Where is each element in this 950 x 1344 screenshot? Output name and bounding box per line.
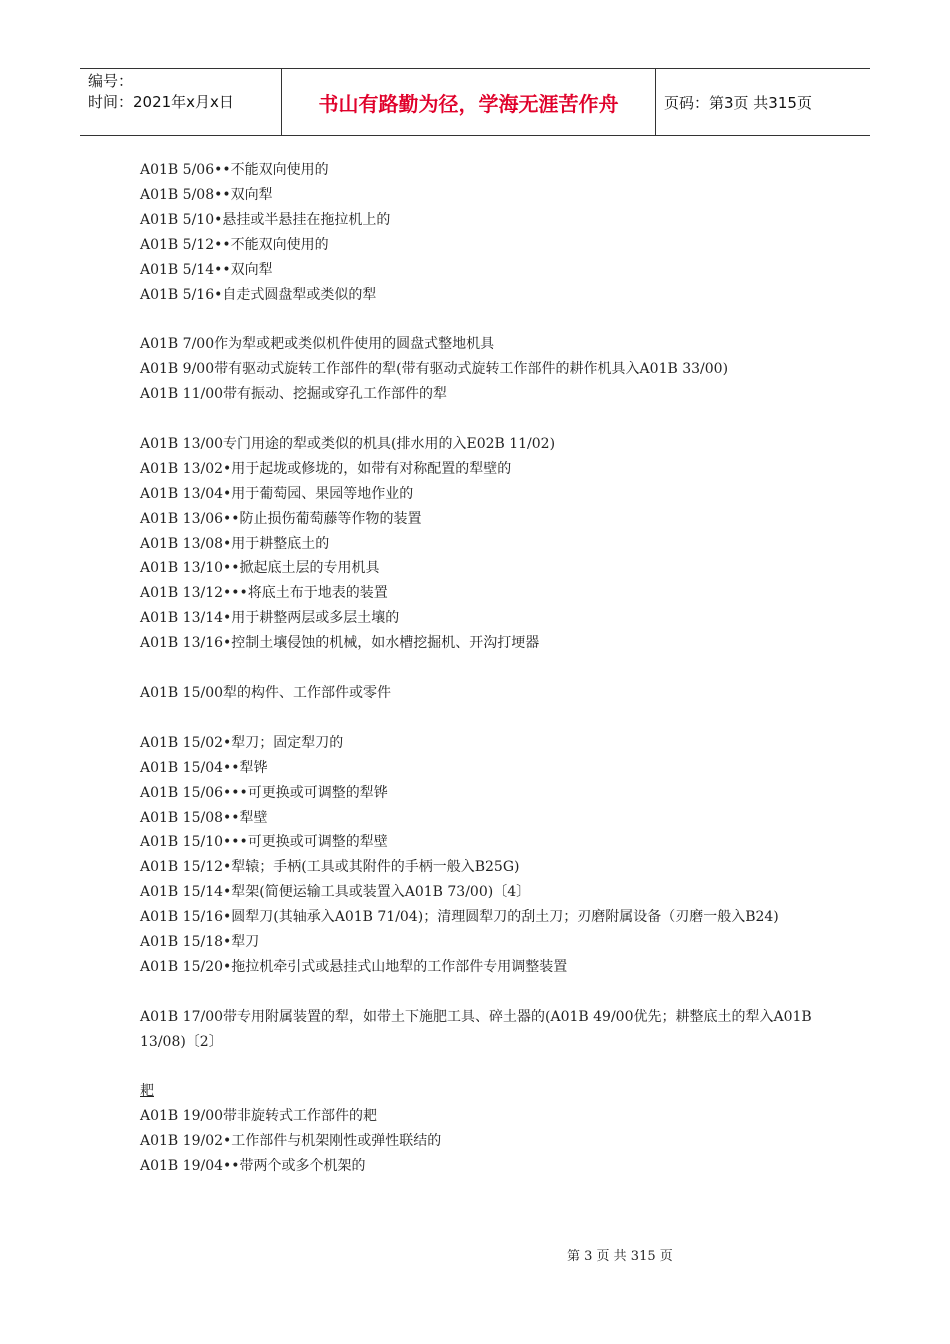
date-line: 时间：2021年x月x日 — [88, 93, 234, 111]
blank-line — [140, 706, 820, 731]
text-line: A01B 13/06••防止损伤葡萄藤等作物的装置 — [140, 510, 422, 527]
text-line: A01B 15/16•圆犁刀(其轴承入A01B 71/04)；清理圆犁刀的刮土刀；刃磨附属设备（刃磨一般入B24) — [140, 909, 779, 926]
text-line: A01B 15/18•犁刀 — [140, 934, 260, 951]
text-line: A01B 5/16•自走式圆盘犁或类似的犁 — [140, 286, 377, 303]
text-line: A01B 13/00专门用途的犁或类似的机具(排水用的入E02B 11/02) — [140, 435, 556, 452]
blank-line — [140, 407, 820, 432]
text-line: A01B 15/04••犁铧 — [140, 759, 268, 776]
text-line: A01B 13/04•用于葡萄园、果园等地作业的 — [140, 485, 414, 502]
text-line: A01B 13/14•用于耕整两层或多层土壤的 — [140, 610, 400, 627]
motto-text: 书山有路勤为径，学海无涯苦作舟 — [318, 91, 619, 116]
text-line: A01B 11/00带有振动、挖掘或穿孔工作部件的犁 — [140, 386, 448, 403]
page-header — [80, 68, 870, 136]
text-line: A01B 13/08•用于耕整底土的 — [140, 535, 330, 552]
blank-line — [140, 307, 820, 332]
text-line: A01B 13/16•控制土壤侵蚀的机械，如水槽挖掘机、开沟打埂器 — [140, 635, 540, 652]
text-line: A01B 17/00带专用附属装置的犁，如带土下施肥工具、碎土器的(A01B 49/00优先；耕整底土的犁入A01B 13/08)〔2〕 — [140, 1008, 812, 1050]
header-motto-cell — [282, 69, 656, 135]
text-line: A01B 13/02•用于起垅或修垅的，如带有对称配置的犁壁的 — [140, 460, 512, 477]
text-line: A01B 9/00带有驱动式旋转工作部件的犁(带有驱动式旋转工作部件的耕作机具入A01B 33/00) — [140, 361, 729, 378]
text-line: A01B 19/00带非旋转式工作部件的耙 — [140, 1108, 378, 1125]
blank-line — [140, 1055, 820, 1080]
blank-line — [140, 980, 820, 1005]
text-line: A01B 15/08••犁壁 — [140, 809, 268, 826]
page-code: 页码：第3页 共315页 — [664, 93, 812, 112]
text-line: A01B 7/00作为犁或耙或类似机件使用的圆盘式整地机具 — [140, 336, 495, 353]
text-line: A01B 13/12•••将底土布于地表的装置 — [140, 585, 388, 602]
text-line: A01B 15/06•••可更换或可调整的犁铧 — [140, 784, 388, 801]
text-line: A01B 15/12•犁辕；手柄(工具或其附件的手柄一般入B25G) — [140, 859, 520, 876]
text-line: A01B 5/06••不能双向使用的 — [140, 162, 329, 178]
text-line: A01B 19/02•工作部件与机架刚性或弹性联结的 — [140, 1133, 442, 1150]
text-line: A01B 5/14••双向犁 — [140, 261, 273, 278]
text-line: A01B 15/20•拖拉机牵引式或悬挂式山地犁的工作部件专用调整装置 — [140, 958, 568, 975]
header-meta-cell — [80, 69, 282, 135]
text-line: A01B 5/12••不能双向使用的 — [140, 236, 329, 253]
section-heading: 耙 — [140, 1083, 154, 1100]
text-line: A01B 15/10•••可更换或可调整的犁壁 — [140, 834, 388, 851]
text-line: A01B 5/08••双向犁 — [140, 186, 273, 203]
document-body — [140, 158, 820, 1179]
text-line: A01B 13/10••掀起底土层的专用机具 — [140, 560, 380, 577]
text-line: A01B 19/04••带两个或多个机架的 — [140, 1158, 366, 1175]
text-line: A01B 5/10•悬挂或半悬挂在拖拉机上的 — [140, 211, 391, 228]
blank-line — [140, 656, 820, 681]
text-line: A01B 15/02•犁刀；固定犁刀的 — [140, 734, 344, 751]
number-label: 编号： — [88, 72, 134, 90]
text-line: A01B 15/00犁的构件、工作部件或零件 — [140, 684, 392, 701]
page-footer — [567, 1245, 673, 1264]
text-line: A01B 15/14•犁架(简便运输工具或装置入A01B 73/00)〔4〕 — [140, 884, 531, 901]
header-page-code-cell — [656, 69, 870, 135]
footer-page-number: 第 3 页 共 315 页 — [567, 1249, 673, 1264]
